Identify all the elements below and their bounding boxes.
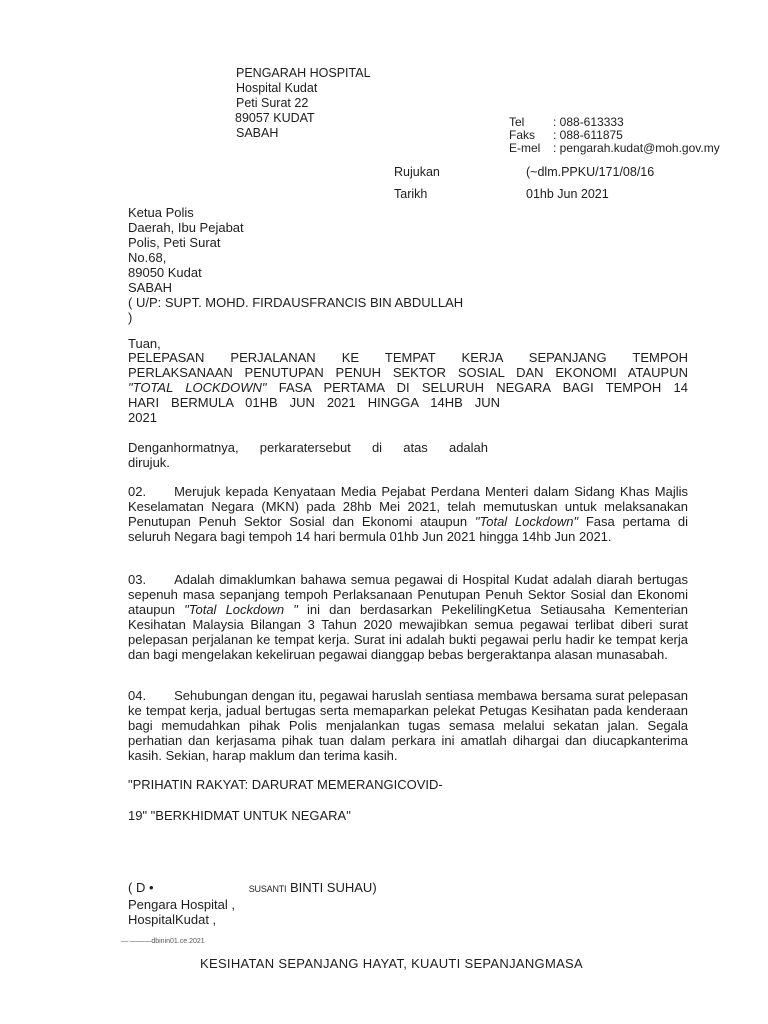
tel-value: : 088-613333: [553, 115, 624, 129]
paragraph-03-text-a: Adalah dimaklumkan bahawa semua pegawai di Hospital Kudat adalah diarah bertugas sepenuh masa sepanjang tempoh Perlaksanaan Penutupan Penuh Sektor Sosial dan Ekonomi ataupun: [128, 572, 688, 617]
signature-name-small: SUSANTI: [248, 884, 287, 894]
paragraph-02: [128, 484, 688, 544]
salutation: Tuan,: [128, 336, 161, 351]
paragraph-03-italic: "Total Lockdown ": [184, 602, 298, 617]
paragraph-02-number: 02.: [128, 484, 147, 499]
contact-email: [509, 142, 720, 155]
intro-line-2: dirujuk.: [128, 455, 170, 470]
recipient-line-3: Polis, Peti Surat: [128, 235, 221, 250]
tel-label: Tel: [509, 115, 525, 129]
sender-line-2: Hospital Kudat: [236, 81, 318, 95]
paragraph-04-text: Sehubungan dengan itu, pegawai haruslah sentiasa membawa bersama surat pelepasan ke tempat kerja, jadual bertugas serta memaparkan pelekat Petugas Kesihatan pada kenderaan bagi memudahkan pihak Polis menjalankan tugas semasa melalui sekatan jalan. Segala perhatian dan kerjasama pihak tuan dalam perkara ini amatlah dihargai dan diucapkanterima kasih. Sekian, harap maklum dan terima kasih.: [128, 688, 688, 763]
subject-line-4: HARI BERMULA 01HB JUN 2021 HINGGA 14HB JUN: [128, 395, 500, 410]
footnote: —·———dbinin01.ce.2021: [121, 938, 205, 945]
signature-prefix: ( D •: [128, 880, 154, 895]
date-value: 01hb Jun 2021: [526, 187, 609, 201]
sender-address: [236, 66, 371, 141]
paragraph-02-text-b: Fasa pertama di seluruh Negara bagi tempoh 14 hari bermula 01hb Jun 2021 hingga 14hb Jun 2021.: [128, 514, 689, 544]
footer-motto: KESIHATAN SEPANJANG HAYAT, KUAUTI SEPANJANGMASA: [200, 956, 583, 971]
intro-paragraph: [128, 440, 488, 470]
recipient-address: [128, 205, 463, 325]
recipient-line-6: SABAH: [128, 280, 173, 295]
paragraph-03-number: 03.: [128, 572, 147, 587]
sender-line-4: 89057 KUDAT: [235, 111, 315, 125]
paragraph-02-italic: "Total Lockdown": [474, 514, 579, 529]
sender-line-1: PENGARAH HOSPITAL: [236, 66, 371, 80]
sender-line-5: SABAH: [236, 126, 279, 140]
recipient-line-8: ): [128, 310, 133, 325]
subject-line-1: PELEPASAN PERJALANAN KE TEMPAT KERJA SEPANJANG TEMPOH: [128, 350, 688, 365]
sender-line-3: Peti Surat 22: [236, 96, 309, 110]
contact-info: [509, 116, 720, 155]
paragraph-02-text-a: Merujuk kepada Kenyataan Media Pejabat Perdana Menteri dalam Sidang Khas Majlis Keselamatan Negara (MKN) pada 28hb Mei 2021, telah memutuskan untuk melaksanakan Penutupan Penuh Sektor Sosial dan Ekonomi ataupun: [128, 484, 688, 529]
paragraph-03: [128, 572, 688, 662]
fax-value: : 088-611875: [553, 128, 623, 142]
signature-title-1: Pengara Hospital ,: [128, 897, 235, 912]
recipient-line-2: Daerah, Ibu Pejabat: [128, 220, 244, 235]
signature-name-line: [128, 880, 377, 897]
recipient-line-5: 89050 Kudat: [128, 265, 202, 280]
paragraph-04: [128, 688, 688, 763]
subject-line-3: [128, 380, 688, 395]
signature-name-rest: BINTI SUHAU): [286, 880, 377, 895]
paragraph-04-number: 04.: [128, 688, 147, 703]
subject-line-2: PERLAKSANAAN PENUTUPAN PENUH SEKTOR SOSIAL DAN EKONOMI ATAUPUN: [128, 365, 688, 380]
signature-title-2: HospitalKudat ,: [128, 912, 217, 927]
reference-row: [394, 161, 654, 183]
fax-label: Faks: [509, 128, 536, 142]
reference-block: [394, 161, 654, 205]
recipient-line-4: No.68,: [128, 250, 167, 265]
email-value: : pengarah.kudat@moh.gov.my: [553, 141, 720, 155]
recipient-line-1: Ketua Polis: [128, 205, 194, 220]
slogan-line-1: "PRIHATIN RAKYAT: DARURAT MEMERANGICOVID-: [128, 777, 443, 792]
ref-label: Rujukan: [394, 165, 440, 179]
subject-line-3-rest: FASA PERTAMA DI SELURUH NEGARA BAGI TEMPOH 14: [266, 380, 688, 395]
subject-line-5: 2021: [128, 410, 157, 425]
ref-value: (~dlm.PPKU/171/08/16: [526, 165, 655, 179]
intro-line-1: Denganhormatnya, perkaratersebut di atas adalah: [128, 440, 488, 455]
subject-heading: [128, 350, 688, 425]
date-label: Tarikh: [394, 187, 428, 201]
recipient-line-7: ( U/P: SUPT. MOHD. FIRDAUSFRANCIS BIN ABDULLAH: [128, 295, 464, 310]
subject-italic: "TOTAL LOCKDOWN": [128, 380, 267, 395]
date-row: [394, 183, 654, 205]
slogan-line-2: 19" "BERKHIDMAT UNTUK NEGARA": [128, 808, 351, 823]
email-label: E-mel: [509, 141, 541, 155]
signature-block: [128, 880, 377, 927]
paragraph-03-text-b: ini dan berdasarkan PekelilingKetua Setiausaha Kementerian Kesihatan Malaysia Bilangan 3 Tahun 2020 mewajibkan semua pegawai terlibat diberi surat pelepasan perjalanan ke tempat kerja. Surat ini adalah bukti pegawai perlu hadir ke tempat kerja dan bagi mengelakan kekeliruan pegawai dianggap bebas bergeraktanpa alasan munasabah.: [128, 602, 689, 662]
